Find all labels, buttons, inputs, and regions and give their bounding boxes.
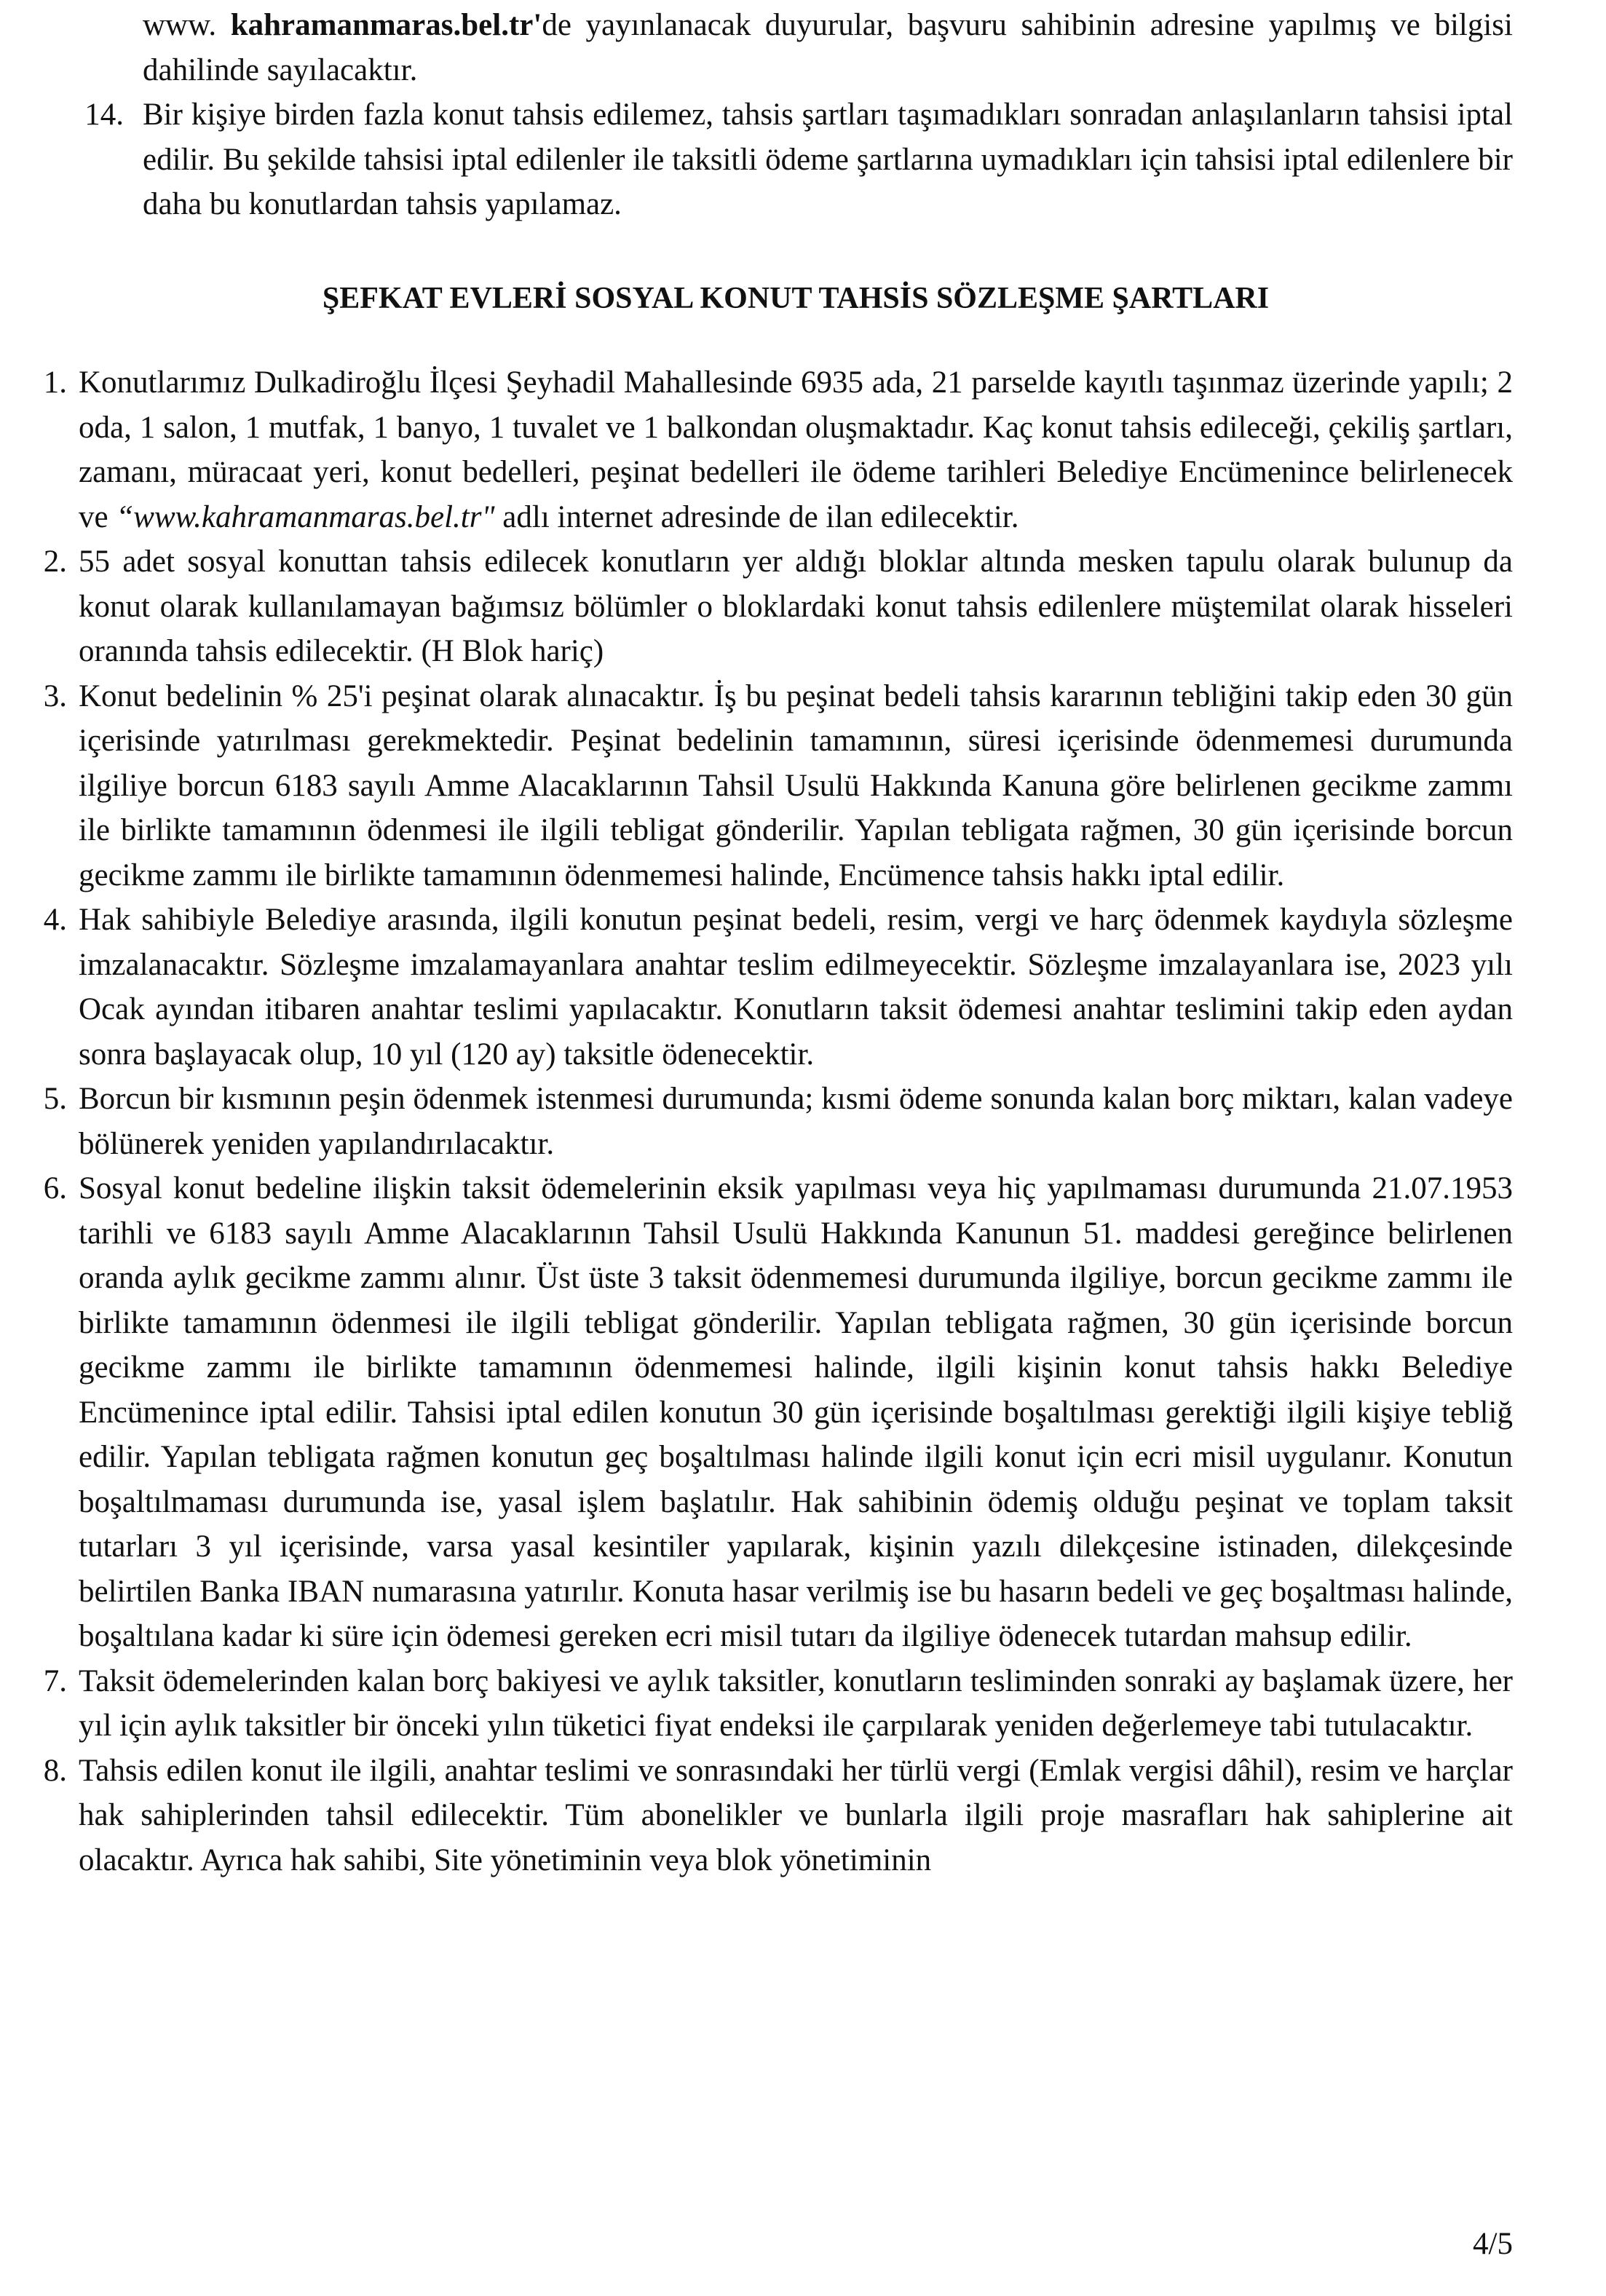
- list-item: [79, 92, 1513, 227]
- item-number: 3.: [43, 678, 67, 713]
- list-item: [15, 1659, 1513, 1749]
- page-number: 4/5: [1473, 2227, 1513, 2261]
- conditions-list: [15, 360, 1513, 1883]
- item-text: Konutlarımız Dulkadiroğlu İlçesi Şeyhadil Mahallesinde 6935 ada, 21 parselde kayıtlı taşınmaz üzerinde yapılı; 2 oda, 1 salon, 1 mutfak, 1 banyo, 1 tuvalet ve 1 balkondan oluşmaktadır. Kaç konut tahsis edileceği, çekiliş şartları, zamanı, müracaat yeri, konut bedelleri, peşinat bedelleri ile ödeme tarihleri Belediye Encümenince belirlenecek ve: [79, 365, 1513, 534]
- item-url: “www.kahramanmaras.bel.tr": [116, 499, 495, 534]
- list-item: [15, 1077, 1513, 1166]
- item-number: 1.: [43, 365, 67, 400]
- item-text: Borcun bir kısmının peşin ödenmek istenmesi durumunda; kısmi ödeme sonunda kalan borç miktarı, kalan vadeye bölünerek yeniden yapılandırılacaktır.: [79, 1082, 1513, 1161]
- item-text: Hak sahibiyle Belediye arasında, ilgili konutun peşinat bedeli, resim, vergi ve harç ödenmek kaydıyla sözleşme imzalanacaktır. Sözleşme imzalamayanlara anahtar teslim edilmeyecektir. Sözleşme imzalayanlara ise, 2023 yılı Ocak ayından itibaren anahtar teslimi yapılacaktır. Konutların taksit ödemesi anahtar teslimini takip eden aydan sonra başlayacak olup, 10 yıl (120 ay) taksitle ödenecektir.: [79, 903, 1513, 1072]
- intro-url-prefix: www.: [143, 8, 231, 42]
- item-text: Konut bedelinin % 25'i peşinat olarak alınacaktır. İş bu peşinat bedeli tahsis kararının tebliğini takip eden 30 gün içerisinde yatırılması gerekmektedir. Peşinat bedelinin tamamının, süresi içerisinde ödenmemesi durumunda ilgiliye borcun 6183 sayılı Amme Alacaklarının Tahsil Usulü Hakkında Kanuna göre belirlenen gecikme zammı ile birlikte tamamının ödenmesi ile ilgili tebligat gönderilir. Yapılan tebligata rağmen, 30 gün içerisinde borcun gecikme zammı ile birlikte tamamının ödenmemesi halinde, Encümence tahsis hakkı iptal edilir.: [79, 678, 1513, 892]
- item-text-after: adlı internet adresinde de ilan edilecektir.: [494, 499, 1019, 534]
- list-item: [15, 898, 1513, 1077]
- list-item: [15, 674, 1513, 898]
- list-item: [15, 539, 1513, 674]
- item-text: Sosyal konut bedeline ilişkin taksit ödemelerinin eksik yapılması veya hiç yapılmaması durumunda 21.07.1953 tarihli ve 6183 sayılı Amme Alacaklarının Tahsil Usulü Hakkında Kanunun 51. maddesi gereğince belirlenen oranda aylık gecikme zammı alınır. Üst üste 3 taksit ödenmemesi durumunda ilgiliye, borcun gecikme zammı ile birlikte tamamının ödenmesi ile ilgili tebligat gönderilir. Yapılan tebligata rağmen, 30 gün içerisinde borcun gecikme zammı ile birlikte tamamının ödenmemesi halinde, ilgili kişinin konut tahsis hakkı Belediye Encümenince iptal edilir. Tahsisi iptal edilen konutun 30 gün içerisinde boşaltılması gerektiği ilgili kişiye tebliğ edilir. Yapılan tebligata rağmen konutun geç boşaltılması halinde ilgili konut için ecri misil uygulanır. Konutun boşaltılmaması durumunda ise, yasal işlem başlatılır. Hak sahibinin ödemiş olduğu peşinat ve toplam taksit tutarları 3 yıl içerisinde, varsa yasal kesintiler yapılarak, kişinin yazılı dilekçesine istinaden, dilekçesinde belirtilen Banka IBAN numarasına yatırılır. Konuta hasar verilmiş ise bu hasarın bedeli ve geç boşaltması halinde, boşaltılana kadar ki süre için ödemesi gereken ecri misil tutarı da ilgiliye ödenecek tutardan mahsup edilir.: [79, 1171, 1513, 1653]
- list-item: [15, 1749, 1513, 1883]
- list-item: [15, 1166, 1513, 1659]
- item-number: 4.: [43, 903, 67, 937]
- intro-paragraph: [143, 3, 1513, 92]
- item-number: 14.: [84, 98, 124, 132]
- item-number: 6.: [43, 1171, 67, 1206]
- item-number: 8.: [43, 1753, 67, 1788]
- item-14-block: [79, 92, 1513, 227]
- item-text: 55 adet sosyal konuttan tahsis edilecek konutların yer aldığı bloklar altında mesken tapulu olarak bulunup da konut olarak kullanılamayan bağımsız bölümler o bloklardaki konut tahsis edilenlere müştemilat olarak hisseleri oranında tahsis edilecektir. (H Blok hariç): [79, 545, 1513, 668]
- intro-url: kahramanmaras.bel.tr': [230, 8, 542, 42]
- intro-text: de yayınlanacak duyurular, başvuru sahibinin adresine yapılmış ve bilgisi dahilinde sayılacaktır.: [143, 8, 1513, 87]
- section-heading: ŞEFKAT EVLERİ SOSYAL KONUT TAHSİS SÖZLEŞME ŞARTLARI: [322, 282, 1270, 315]
- item-text: Bir kişiye birden fazla konut tahsis edilemez, tahsis şartları taşımadıkları sonradan anlaşılanların tahsisi iptal edilir. Bu şekilde tahsisi iptal edilenler ile taksitli ödeme şartlarına uymadıkları için tahsisi iptal edilenlere bir daha bu konutlardan tahsis yapılamaz.: [143, 98, 1513, 221]
- item-text: Tahsis edilen konut ile ilgili, anahtar teslimi ve sonrasındaki her türlü vergi (Emlak vergisi dâhil), resim ve harçlar hak sahiplerinden tahsil edilecektir. Tüm abonelikler ve bunlarla ilgili proje masrafları hak sahiplerine ait olacaktır. Ayrıca hak sahibi, Site yönetiminin veya blok yönetiminin: [79, 1753, 1513, 1877]
- item-number: 5.: [43, 1082, 67, 1116]
- list-item: [15, 360, 1513, 539]
- item-number: 2.: [43, 545, 67, 579]
- item-number: 7.: [43, 1663, 67, 1698]
- item-text: Taksit ödemelerinden kalan borç bakiyesi ve aylık taksitler, konutların tesliminden sonraki ay başlamak üzere, her yıl için aylık taksitler bir önceki yılın tüketici fiyat endeksi ile çarpılarak yeniden değerlemeye tabi tutulacaktır.: [79, 1663, 1513, 1743]
